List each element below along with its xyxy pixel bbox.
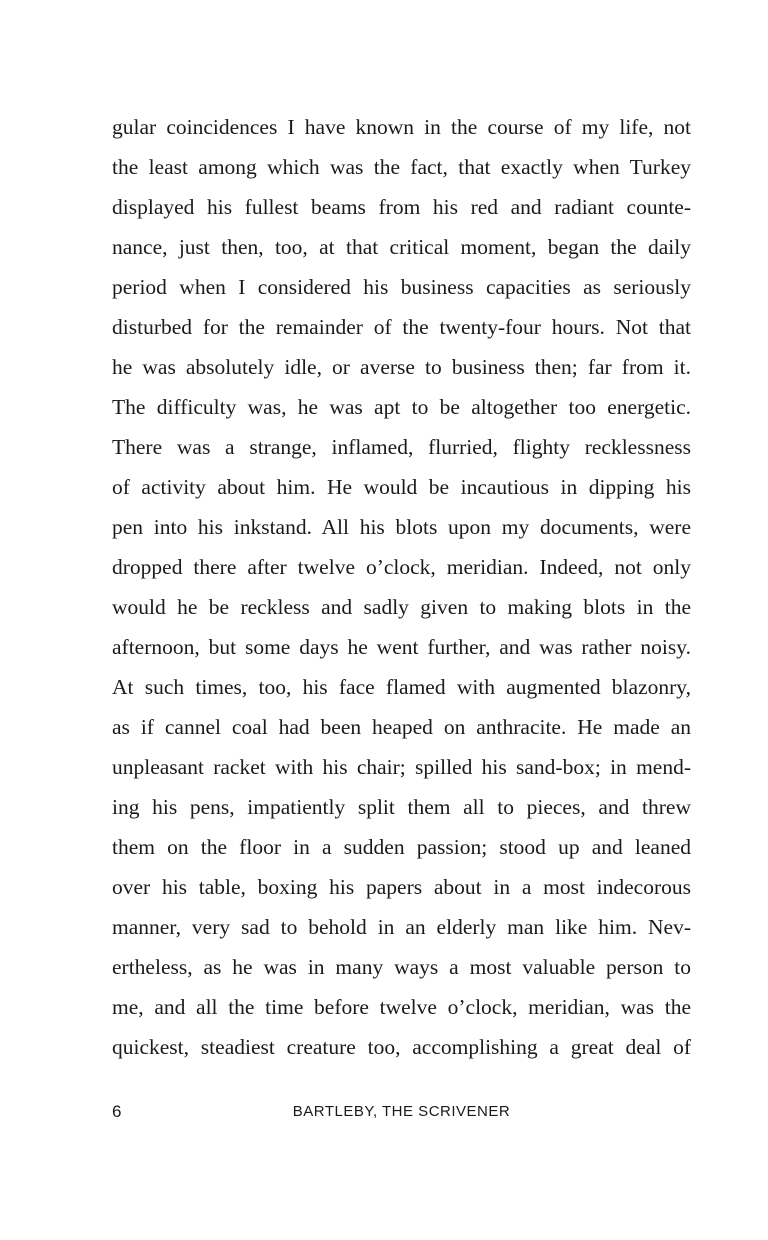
text-line: At such times, too, his face flamed with augmented blazonry,: [112, 675, 691, 699]
text-line: them on the floor in a sudden passion; stood up and leaned: [112, 835, 691, 859]
text-line: dropped there after twelve o’clock, meridian. Indeed, not only: [112, 555, 691, 579]
text-line: of activity about him. He would be incautious in dipping his: [112, 475, 691, 499]
text-line: quickest, steadiest creature too, accomplishing a great deal of: [112, 1035, 691, 1059]
page-footer: [112, 1100, 691, 1124]
text-line: displayed his fullest beams from his red and radiant counte-: [112, 195, 691, 219]
text-line: There was a strange, inflamed, flurried, flighty recklessness: [112, 435, 691, 459]
page-number: 6: [112, 1102, 122, 1121]
text-line: disturbed for the remainder of the twenty-four hours. Not that: [112, 315, 691, 339]
text-line: manner, very sad to behold in an elderly man like him. Nev-: [112, 915, 691, 939]
text-line: over his table, boxing his papers about in a most indecorous: [112, 875, 691, 899]
text-line: unpleasant racket with his chair; spilled his sand-box; in mend-: [112, 755, 691, 779]
text-line: ing his pens, impatiently split them all to pieces, and threw: [112, 795, 691, 819]
body-text: [112, 107, 691, 1067]
text-line: ertheless, as he was in many ways a most valuable person to: [112, 955, 691, 979]
text-line: as if cannel coal had been heaped on anthracite. He made an: [112, 715, 691, 739]
running-title: BARTLEBY, THE SCRIVENER: [292, 1103, 511, 1120]
text-line: afternoon, but some days he went further, and was rather noisy.: [112, 635, 691, 659]
text-line: he was absolutely idle, or averse to business then; far from it.: [112, 355, 691, 379]
text-line: period when I considered his business capacities as seriously: [112, 275, 691, 299]
text-line: nance, just then, too, at that critical moment, began the daily: [112, 235, 691, 259]
text-line: me, and all the time before twelve o’clock, meridian, was the: [112, 995, 691, 1019]
text-line: gular coincidences I have known in the course of my life, not: [112, 115, 691, 139]
text-line: pen into his inkstand. All his blots upon my documents, were: [112, 515, 691, 539]
text-line: the least among which was the fact, that exactly when Turkey: [112, 155, 691, 179]
text-line: would he be reckless and sadly given to making blots in the: [112, 595, 691, 619]
text-line: The difficulty was, he was apt to be altogether too energetic.: [112, 395, 691, 419]
